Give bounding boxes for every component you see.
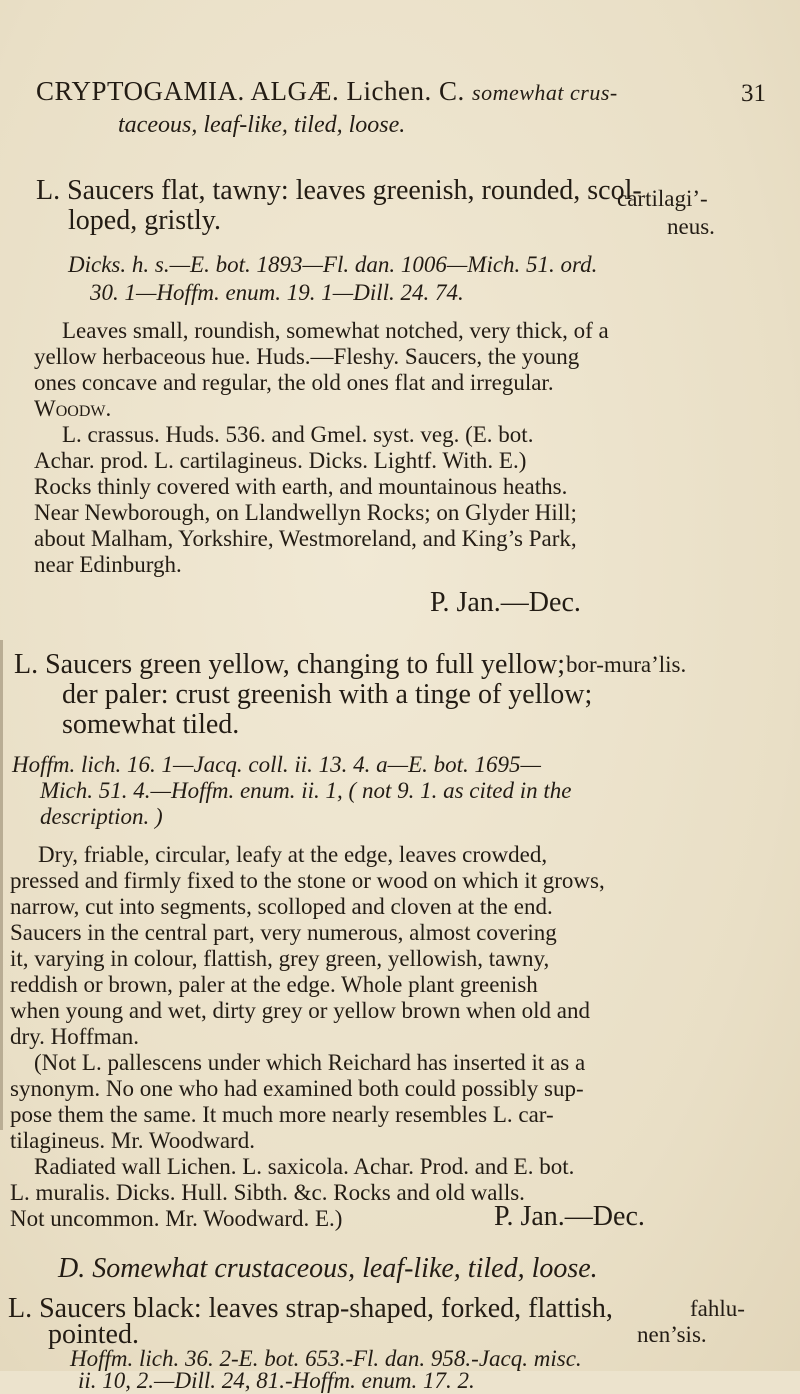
entry2-body-line: reddish or brown, paler at the edge. Whole plant greenish <box>10 972 538 997</box>
entry1-body-line: ones concave and regular, the old ones flat and irregular. <box>34 370 554 395</box>
entry1-body-line: L. crassus. Huds. 536. and Gmel. syst. veg. (E. bot. <box>62 422 534 447</box>
entry2-body-line: it, varying in colour, flattish, grey green, yellowish, tawny, <box>10 946 550 971</box>
entry3-line2: pointed. <box>48 1319 139 1350</box>
entry2-body-line: pressed and firmly fixed to the stone or wood on which it grows, <box>10 868 605 893</box>
entry3-reference-2: ii. 10, 2.—Dill. 24, 81.-Hoffm. enum. 17. 2. <box>78 1368 475 1393</box>
entry2-flowering-time: P. Jan.—Dec. <box>494 1201 645 1232</box>
entry2-reference-3: description. ) <box>40 804 163 829</box>
entry2-body-line: pose them the same. It much more nearly resembles L. car- <box>10 1102 554 1127</box>
entry1-reference-1: Dicks. h. s.—E. bot. 1893—Fl. dan. 1006—Mich. 51. ord. <box>68 252 598 277</box>
page-number: 31 <box>741 80 766 107</box>
entry2-reference-1: Hoffm. lich. 16. 1—Jacq. coll. ii. 13. 4. a—E. bot. 1695— <box>12 752 541 777</box>
entry1-line2: loped, gristly. <box>68 205 221 236</box>
entry2-body-line: Dry, friable, circular, leafy at the edge, leaves crowded, <box>38 842 548 867</box>
entry3-line1: L. Saucers black: leaves strap-shaped, forked, flattish, <box>8 1293 613 1324</box>
entry2-body-line: tilagineus. Mr. Woodward. <box>10 1128 255 1153</box>
entry2-line1: L. Saucers green yellow, changing to full yellow; <box>14 649 566 680</box>
entry2-body-line: L. muralis. Dicks. Hull. Sibth. &c. Rocks and old walls. <box>10 1180 525 1205</box>
entry3-species-name-2: nen’sis. <box>637 1322 707 1347</box>
entry2-body-line: (Not L. pallescens under which Reichard has inserted it as a <box>34 1050 586 1075</box>
entry2-body-line: Saucers in the central part, very numerous, almost covering <box>10 920 557 945</box>
entry1-species-name-1: cartilagi’- <box>617 186 708 211</box>
entry1-body-line: Woodw. <box>34 396 112 421</box>
entry1-body-line: near Edinburgh. <box>34 552 182 577</box>
entry1-line1: L. Saucers flat, tawny: leaves greenish, rounded, scol- <box>36 175 642 206</box>
entry2-body-line: Not uncommon. Mr. Woodward. E.) <box>10 1206 343 1231</box>
running-header <box>36 76 618 107</box>
entry2-body-line: synonym. No one who had examined both could possibly sup- <box>10 1076 584 1101</box>
entry3-reference-1: Hoffm. lich. 36. 2-E. bot. 653.-Fl. dan. 958.-Jacq. misc. <box>70 1346 582 1371</box>
header-title-continued: somewhat crus- <box>472 80 618 105</box>
entry2-line2: der paler: crust greenish with a tinge of yellow; <box>62 679 593 710</box>
entry1-body-line: Achar. prod. L. cartilagineus. Dicks. Lightf. With. E.) <box>34 448 527 473</box>
page-edge-shadow <box>0 640 3 1130</box>
header-subtitle: taceous, leaf-like, tiled, loose. <box>118 112 406 138</box>
entry1-body-line: Rocks thinly covered with earth, and mountainous heaths. <box>34 474 568 499</box>
entry1-body-line: yellow herbaceous hue. Huds.—Fleshy. Saucers, the young <box>34 344 580 369</box>
section-heading: D. Somewhat crustaceous, leaf-like, tiled, loose. <box>58 1253 598 1284</box>
entry1-body-line: about Malham, Yorkshire, Westmoreland, and King’s Park, <box>34 526 577 551</box>
entry1-reference-2: 30. 1—Hoffm. enum. 19. 1—Dill. 24. 74. <box>90 280 464 305</box>
entry2-body-line: dry. Hoffman. <box>10 1024 140 1049</box>
entry1-body-line: Leaves small, roundish, somewhat notched, very thick, of a <box>62 318 609 343</box>
entry1-species-name-2: neus. <box>667 214 715 239</box>
entry2-body-line: narrow, cut into segments, scolloped and cloven at the end. <box>10 894 553 919</box>
entry2-body-line: when young and wet, dirty grey or yellow brown when old and <box>10 998 590 1023</box>
entry2-reference-2: Mich. 51. 4.—Hoffm. enum. ii. 1, ( not 9. 1. as cited in the <box>40 778 572 803</box>
entry3-species-name-1: fahlu- <box>690 1296 745 1321</box>
entry2-body-line: Radiated wall Lichen. L. saxicola. Achar. Prod. and E. bot. <box>34 1154 575 1179</box>
entry1-flowering-time: P. Jan.—Dec. <box>430 587 581 618</box>
entry2-species-name: bor-mura’lis. <box>566 652 687 677</box>
header-title: CRYPTOGAMIA. ALGÆ. Lichen. C. <box>36 76 465 106</box>
entry2-line3: somewhat tiled. <box>62 709 240 740</box>
entry1-body-line: Near Newborough, on Llandwellyn Rocks; on Glyder Hill; <box>34 500 577 525</box>
